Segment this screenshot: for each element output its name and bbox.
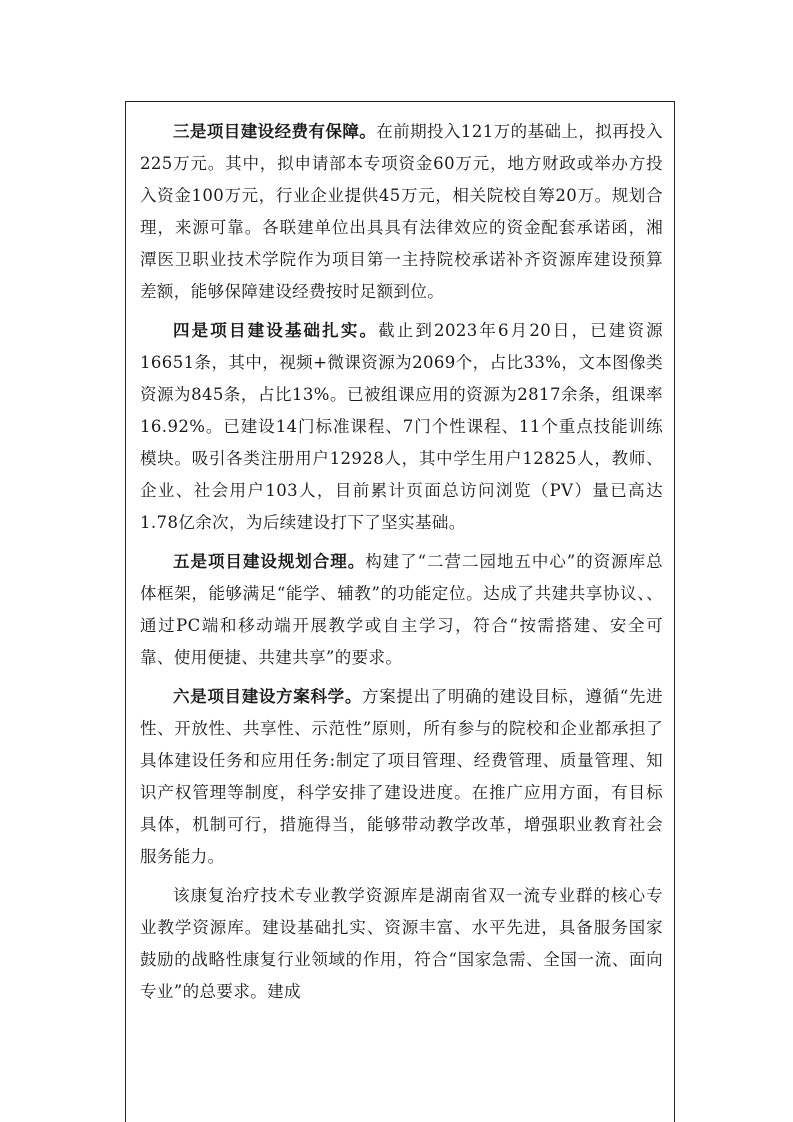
paragraph-text: 方案提出了明确的建设目标，遵循“先进性、开放性、共享性、示范性”原则，所有参与的院校和企业都承担了具体建设任务和应用任务:制定了项目管理、经费管理、质量管理、知识产权管理等制度，科学安排了建设进度。在推广应用方面，有目标具体，机制可行，措施得当，能够带动教学改革，增强职业教育社会服务能力。 — [140, 687, 663, 866]
paragraph-text: 构建了“二营二园地五中心”的资源库总体框架，能够满足“能学、辅教”的功能定位。达成了共建共享协议、、通过PC端和移动端开展教学或自主学习，符合“按需搭建、安全可靠、使用便捷、共建共享”的要求。 — [140, 552, 663, 667]
paragraph-foundation — [140, 315, 663, 539]
paragraph-lead: 五是项目建设规划合理。 — [173, 552, 366, 571]
paragraph-funding — [140, 116, 663, 308]
paragraph-planning — [140, 546, 663, 674]
paragraph-lead: 四是项目建设基础扎实。 — [173, 321, 379, 340]
paragraph-text: 在前期投入121万的基础上，拟再投入225万元。其中，拟申请部本专项资金60万元，地方财政或举办方投入资金100万元，行业企业提供45万元，相关院校自筹20万。规划合理，来源可靠。各联建单位出具具有法律效应的资金配套承诺函，湘潭医卫职业技术学院作为项目第一主持院校承诺补齐资源库建设预算差额，能够保障建设经费按时足额到位。 — [140, 122, 663, 301]
paragraph-scheme — [140, 681, 663, 873]
paragraph-summary — [140, 880, 663, 1008]
paragraph-lead: 六是项目建设方案科学。 — [173, 687, 363, 706]
paragraph-text: 截止到2023年6月20日，已建资源16651条，其中，视频+微课资源为2069个，占比33%，文本图像类资源为845条，占比13%。已被组课应用的资源为2817余条，组课率16.92%。已建设14门标准课程、7门个性课程、11个重点技能训练模块。吸引各类注册用户12928人，其中学生用户12825人，教师、企业、社会用户103人，目前累计页面总访问浏览（PV）量已高达1.78亿余次，为后续建设打下了坚实基础。 — [140, 321, 663, 532]
paragraph-lead: 三是项目建设经费有保障。 — [173, 122, 377, 141]
document-body — [140, 116, 663, 1015]
paragraph-text: 该康复治疗技术专业教学资源库是湖南省双一流专业群的核心专业教学资源库。建设基础扎实、资源丰富、水平先进，具备服务国家鼓励的战略性康复行业领域的作用，符合“国家急需、全国一流、面向专业”的总要求。建成 — [140, 886, 663, 1001]
